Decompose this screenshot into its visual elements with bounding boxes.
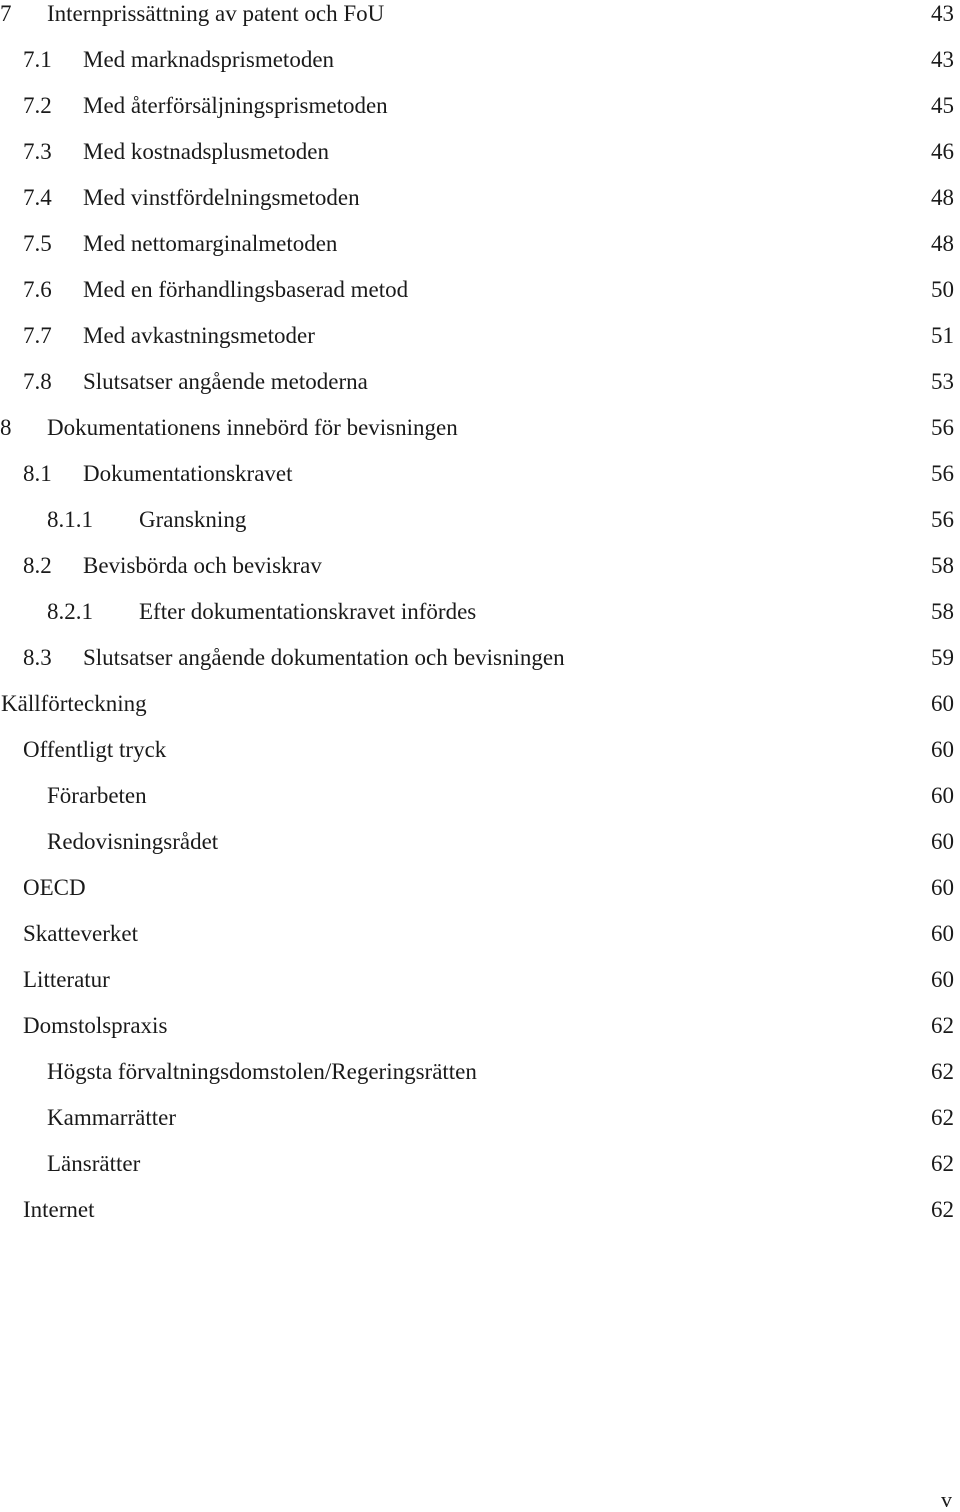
toc-entry-page: 62: [931, 1013, 954, 1038]
toc-entry-page: 43: [931, 47, 954, 72]
toc-entry[interactable]: [0, 506, 960, 552]
toc-entry[interactable]: [0, 828, 960, 874]
toc-entry-page: 60: [931, 737, 954, 762]
toc-entry[interactable]: [0, 46, 960, 92]
toc-entry-title: Förarbeten: [47, 783, 147, 808]
toc-entry[interactable]: [0, 874, 960, 920]
toc-entry-page: 43: [931, 1, 954, 26]
toc-entry-title: Slutsatser angående metoderna: [83, 369, 368, 394]
toc-entry-page: 56: [931, 461, 954, 486]
toc-entry-title: Dokumentationens innebörd för bevisningen: [47, 415, 458, 440]
toc-entry-title: Högsta förvaltningsdomstolen/Regeringsrätten: [47, 1059, 477, 1084]
toc-entry[interactable]: [0, 1058, 960, 1104]
toc-entry-number: 8: [0, 415, 12, 440]
toc-entry-page: 62: [931, 1059, 954, 1084]
toc-entry-page: 62: [931, 1105, 954, 1130]
toc-entry-number: 8.3: [23, 645, 52, 670]
toc-entry-title: Med marknadsprismetoden: [83, 47, 335, 72]
toc-entry-number: 7.8: [23, 369, 52, 394]
toc-entry-title: Med nettomarginalmetoden: [83, 231, 338, 256]
toc-entry[interactable]: [0, 782, 960, 828]
toc-entry-title: Med avkastningsmetoder: [83, 323, 315, 348]
toc-entry-title: Slutsatser angående dokumentation och bevisningen: [83, 645, 565, 670]
toc-entry[interactable]: [0, 230, 960, 276]
toc-entry-title: Skatteverket: [23, 921, 138, 946]
toc-entry-page: 59: [931, 645, 954, 670]
toc-entry-title: Granskning: [139, 507, 247, 532]
toc-entry-page: 60: [931, 691, 954, 716]
toc-entry-page: 51: [931, 323, 954, 348]
toc-entry-number: 8.2: [23, 553, 52, 578]
toc-entry-page: 50: [931, 277, 954, 302]
toc-entry[interactable]: [0, 920, 960, 966]
toc-entry-page: 56: [931, 507, 954, 532]
toc-entry-number: 8.1: [23, 461, 52, 486]
toc-entry[interactable]: [0, 552, 960, 598]
toc-entry[interactable]: [0, 736, 960, 782]
toc-entry-number: 7: [0, 1, 12, 26]
toc-entry[interactable]: [0, 276, 960, 322]
toc-entry[interactable]: [0, 966, 960, 1012]
toc-entry-page: 60: [931, 921, 954, 946]
toc-entry-title: Offentligt tryck: [23, 737, 167, 762]
toc-entry[interactable]: [0, 1150, 960, 1196]
toc-entry-page: 58: [931, 599, 954, 624]
toc-entry-page: 60: [931, 875, 954, 900]
toc-entry-title: Med vinstfördelningsmetoden: [83, 185, 360, 210]
toc-entry[interactable]: [0, 644, 960, 690]
toc-entry-page: 46: [931, 139, 954, 164]
toc-entry[interactable]: [0, 92, 960, 138]
toc-entry[interactable]: [0, 368, 960, 414]
toc-entry[interactable]: [0, 322, 960, 368]
toc-entry-number: 7.7: [23, 323, 52, 348]
toc-entry-title: Dokumentationskravet: [83, 461, 293, 486]
toc-entry[interactable]: [0, 1012, 960, 1058]
toc-entry-title: Kammarrätter: [47, 1105, 176, 1130]
toc-entry[interactable]: [0, 0, 960, 46]
toc-entry-title: Källförteckning: [1, 691, 147, 716]
toc-entry[interactable]: [0, 690, 960, 736]
toc-entry-page: 53: [931, 369, 954, 394]
toc-entry-page: 60: [931, 829, 954, 854]
toc-entry-title: Redovisningsrådet: [47, 829, 219, 854]
toc-entry-page: 56: [931, 415, 954, 440]
toc-entry-number: 7.1: [23, 47, 52, 72]
toc-entry[interactable]: [0, 414, 960, 460]
toc-entry-page: 48: [931, 185, 954, 210]
toc-entry-number: 7.5: [23, 231, 52, 256]
toc-entry-number: 7.4: [23, 185, 52, 210]
toc-entry-number: 7.2: [23, 93, 52, 118]
toc-entry-title: Bevisbörda och beviskrav: [83, 553, 322, 578]
toc-entry-title: Litteratur: [23, 967, 110, 992]
toc-entry-page: 58: [931, 553, 954, 578]
toc-entry[interactable]: [0, 138, 960, 184]
toc-entry-number: 8.2.1: [47, 599, 93, 624]
toc-entry-title: Med en förhandlingsbaserad metod: [83, 277, 409, 302]
toc-entry-title: Länsrätter: [47, 1151, 141, 1176]
toc-entry-title: Internet: [23, 1197, 95, 1222]
toc-entry[interactable]: [0, 598, 960, 644]
toc-entry[interactable]: [0, 184, 960, 230]
toc-entry-title: Domstolspraxis: [23, 1013, 168, 1038]
toc-entry-title: OECD: [23, 875, 86, 900]
toc-entry-page: 45: [931, 93, 954, 118]
toc-entry-page: 62: [931, 1151, 954, 1176]
toc-entry-title: Med kostnadsplusmetoden: [83, 139, 329, 164]
toc-entry-title: Internprissättning av patent och FoU: [47, 1, 385, 26]
toc-entry[interactable]: [0, 1196, 960, 1242]
toc-entry-number: 8.1.1: [47, 507, 93, 532]
toc-entry-page: 48: [931, 231, 954, 256]
toc-entry-title: Med återförsäljningsprismetoden: [83, 93, 388, 118]
toc-entry-title: Efter dokumentationskravet infördes: [139, 599, 477, 624]
toc-entry-page: 60: [931, 783, 954, 808]
toc-entry-number: 7.6: [23, 277, 52, 302]
toc-entry-number: 7.3: [23, 139, 52, 164]
toc-entry[interactable]: [0, 1104, 960, 1150]
toc-entry[interactable]: [0, 460, 960, 506]
page-number: v: [941, 1487, 952, 1512]
toc-entry-page: 62: [931, 1197, 954, 1222]
toc-entry-page: 60: [931, 967, 954, 992]
